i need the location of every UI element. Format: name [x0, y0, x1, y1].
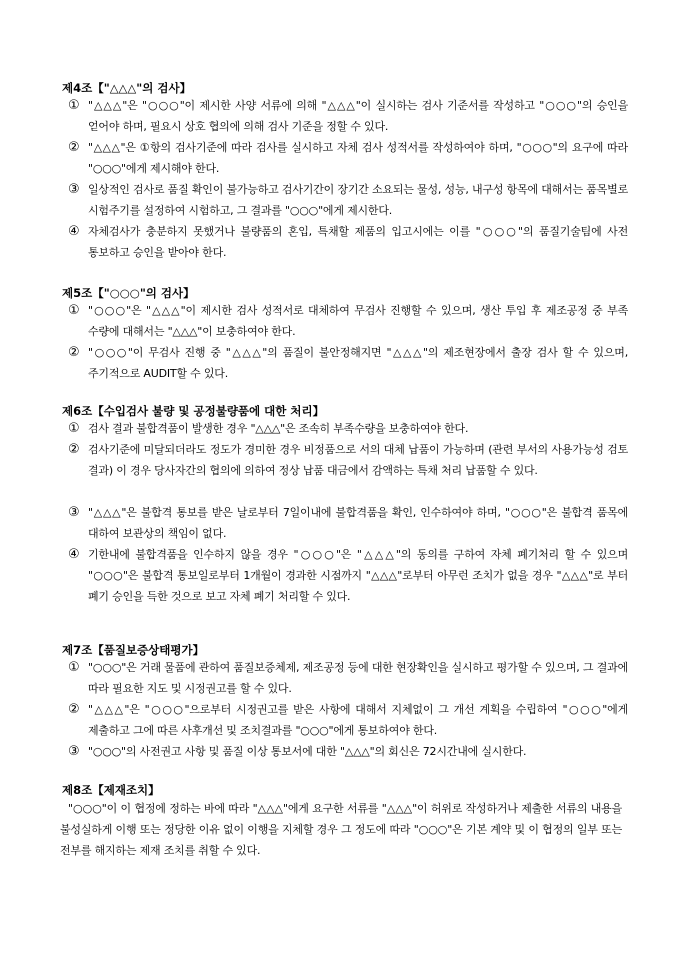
item-text: "△△△"은 "○○○"으로부터 시정권고를 받은 사항에 대해서 지체없이 그 개선 계획을 수립하여 "○○○"에게 제출하고 그에 따른 사후개선 및 조치결과를 "○○○"에게 통보하여야 한다. [88, 703, 628, 737]
item-number: ③ [68, 744, 80, 759]
item-number: ① [68, 421, 80, 436]
item-number: ② [68, 345, 80, 360]
item-number: ① [68, 660, 80, 675]
article-7-heading: 제7조【품질보증상태평가】 [62, 643, 205, 657]
item-number: ① [68, 303, 80, 318]
item-text: "△△△"은 "○○○"이 제시한 사양 서류에 의해 "△△△"이 실시하는 검사 기준서를 작성하고 "○○○"의 승인을 얻어야 하며, 필요시 상호 협의에 의해 검사 기준을 정할 수 있다. [88, 99, 628, 133]
item-number: ③ [68, 505, 80, 520]
item-number: ② [68, 442, 80, 457]
item-text: "○○○"이 무검사 진행 중 "△△△"의 품질이 불안정해지면 "△△△"의 제조현장에서 출장 검사 할 수 있으며, 주기적으로 AUDIT할 수 있다. [88, 346, 628, 380]
item-text: "△△△"은 불합격 통보를 받은 날로부터 7일이내에 불합격품을 확인, 인수하여야 하며, "○○○"은 불합격 품목에 대하여 보관상의 책임이 없다. [88, 506, 628, 540]
article-8-paragraph: "○○○"이 이 협정에 정하는 바에 따라 "△△△"에게 요구한 서류를 "△△△"이 허위로 작성하거나 제출한 서류의 내용을 불성실하게 이행 또는 정당한 이유 없이 이행을 지체할 경우 그 정도에 따라 "○○○"은 기본 계약 및 이 협정의 일부 또는 전부를 해지하는 제재 조치를 취할 수 있다. [60, 802, 622, 857]
article-8-heading: 제8조【제재조치】 [62, 783, 160, 797]
article-4-heading: 제4조【"△△△"의 검사】 [62, 81, 192, 95]
item-text: "○○○"은 거래 물품에 관하여 품질보증체제, 제조공정 등에 대한 현장확인을 실시하고 평가할 수 있으며, 그 결과에 따라 필요한 지도 및 시정권고를 할 수 있다. [88, 661, 628, 695]
item-text: "○○○"은 "△△△"이 제시한 검사 성적서로 대체하여 무검사 진행할 수 있으며, 생산 투입 후 제조공정 중 부족 수량에 대해서는 "△△△"이 보충하여야 한다. [88, 304, 628, 338]
item-number: ② [68, 140, 80, 155]
item-text: 일상적인 검사로 품질 확인이 불가능하고 검사기간이 장기간 소요되는 물성, 성능, 내구성 항목에 대해서는 품목별로 시험주기를 설정하여 시험하고, 그 결과를 "○○○"에게 제시한다. [88, 183, 628, 217]
item-text: 자체검사가 충분하지 못했거나 불량품의 혼입, 특채할 제품의 입고시에는 이를 "○○○"의 품질기술팀에 사전 통보하고 승인을 받아야 한다. [88, 225, 628, 259]
item-text: "△△△"은 ①항의 검사기준에 따라 검사를 실시하고 자체 검사 성적서를 작성하여야 하며, "○○○"의 요구에 따라 "○○○"에게 제시해야 한다. [88, 141, 628, 175]
article-5-heading: 제5조【"○○○"의 검사】 [62, 286, 195, 300]
article-6-heading: 제6조【수입검사 불량 및 공정불량품에 대한 처리】 [62, 404, 325, 418]
item-text: 검사기준에 미달되더라도 정도가 경미한 경우 비정품으로 서의 대체 납품이 가능하며 (관련 부서의 사용가능성 검토 결과) 이 경우 당사자간의 협의에 의하여 정상 납품 대금에서 감액하는 특채 처리 납품할 수 있다. [88, 443, 628, 477]
item-number: ① [68, 98, 80, 113]
item-number: ④ [68, 547, 80, 562]
item-text: 검사 결과 불합격품이 발생한 경우 "△△△"은 조속히 부족수량을 보충하여야 한다. [88, 422, 469, 435]
item-number: ④ [68, 224, 80, 239]
item-number: ③ [68, 182, 80, 197]
item-text: "○○○"의 사전권고 사항 및 품질 이상 통보서에 대한 "△△△"의 회신은 72시간내에 실시한다. [88, 745, 527, 758]
item-number: ② [68, 702, 80, 717]
item-text: 기한내에 불합격품을 인수하지 않을 경우 "○○○"은 "△△△"의 동의를 구하여 자체 폐기처리 할 수 있으며 "○○○"은 불합격 통보일로부터 1개월이 경과한 시점까지 "△△△"로부터 아무런 조치가 없을 경우 "△△△"로 부터 폐기 승인을 득한 것으로 보고 자체 폐기 처리할 수 있다. [88, 548, 628, 603]
